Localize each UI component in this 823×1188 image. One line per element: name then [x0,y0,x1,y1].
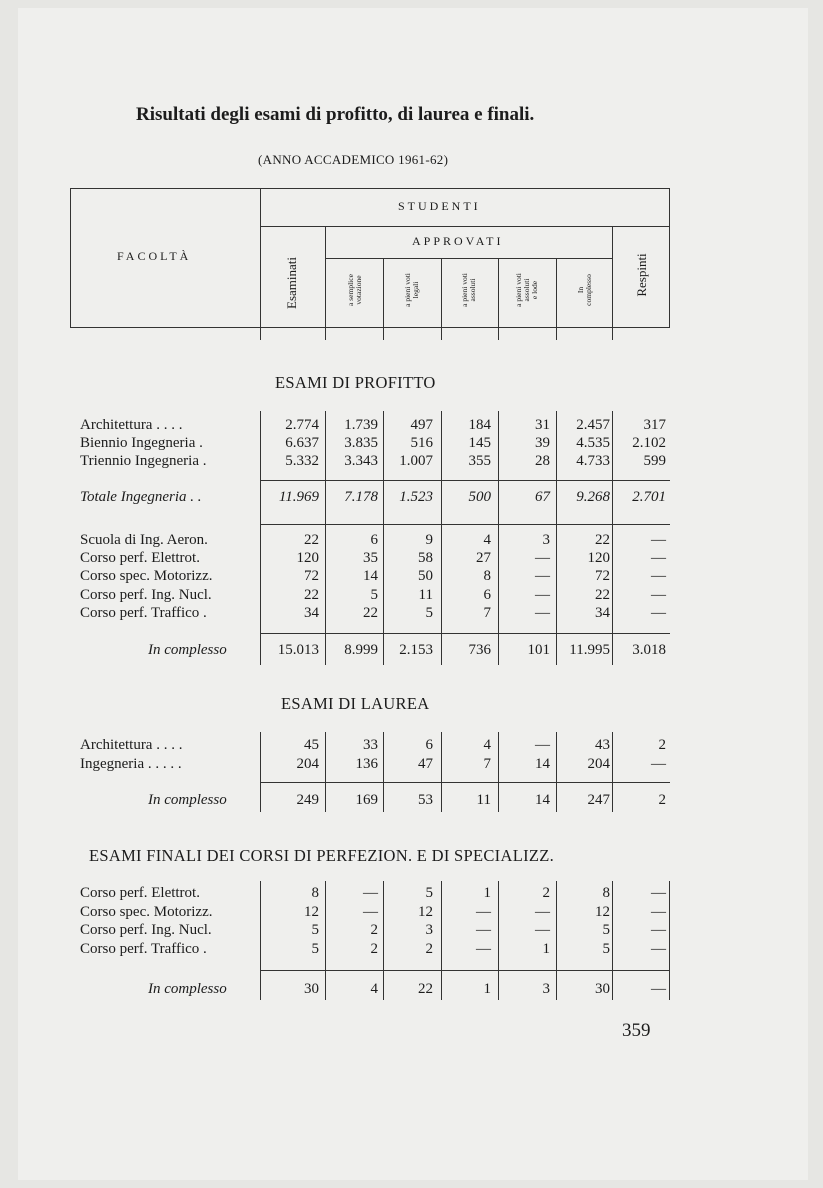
row-label: Corso perf. Traffico . [80,604,207,621]
subtotal-rule [260,524,670,525]
respinti-header: Respinti [634,253,649,297]
table-cell: 3 [542,981,550,997]
row-label: Totale Ingegneria . . [80,489,202,505]
table-cell: 7 [483,604,491,621]
column-rule [441,732,442,812]
table-cell: 11 [476,792,491,808]
header-text-line: a pieni voti [460,273,469,307]
column-rule [383,411,384,665]
table-cell: 1 [483,885,491,901]
table-cell: 14 [535,756,550,772]
table-cell: 169 [355,792,378,808]
table-cell: 35 [363,550,378,567]
table-cell: 5 [311,922,319,938]
column-rule [325,411,326,665]
table-cell: 6.637 [285,435,319,451]
table-cell: 33 [363,737,378,753]
esaminati-header: Esaminati [284,257,299,309]
table-cell: 4.535 [576,435,610,451]
subtotal-rule [260,782,670,783]
table-cell: 736 [468,642,491,658]
header-tick [260,328,261,340]
table-cell: 7 [483,756,491,772]
table-cell: 8 [311,885,319,901]
table-cell: — [476,903,491,920]
table-cell: 12 [595,903,610,920]
table-cell: 50 [418,568,433,585]
table-cell: — [651,940,666,957]
table-cell: 317 [643,417,666,433]
table-cell: 247 [587,792,610,808]
row-label: Architettura . . . . [80,737,183,753]
table-cell: 12 [304,903,319,920]
table-cell: 3.018 [632,642,666,658]
table-cell: — [535,737,550,753]
row-label: Biennio Ingegneria . [80,435,203,451]
table-cell: — [535,604,550,621]
table-cell: 47 [418,756,433,772]
table-cell: 5 [370,586,378,603]
table-cell: 6 [425,737,433,753]
page-title: Risultati degli esami di profitto, di laurea e finali. [136,104,535,125]
column-rule [498,732,499,812]
table-cell: 58 [418,550,433,567]
table-cell: 3 [542,532,550,548]
table-cell: 22 [363,604,378,621]
table-cell: — [535,550,550,567]
column-rule [498,881,499,1000]
table-cell: 72 [304,568,319,585]
header-top-rule [70,188,670,189]
table-cell: 8 [602,885,610,901]
table-cell: 2.774 [285,417,319,433]
approvati-rule [325,258,613,259]
table-cell: 28 [535,453,550,469]
table-cell: 500 [468,489,491,505]
table-cell: 5 [425,885,433,901]
table-cell: — [651,586,666,603]
table-cell: 145 [468,435,491,451]
table-cell: 2 [370,940,378,957]
table-cell: 4 [483,737,491,753]
subtotal-rule [260,633,670,634]
table-cell: 72 [595,568,610,585]
table-cell: — [535,922,550,938]
table-cell: 1.523 [399,489,433,505]
header-text-line: e lode [530,280,539,300]
section-title: ESAMI FINALI DEI CORSI DI PERFEZION. E DI SPECIALIZZ. [89,846,555,865]
row-label: Corso spec. Motorizz. [80,903,213,920]
column-rule [260,411,261,665]
table-cell: 599 [643,453,666,469]
column-rule [612,881,613,1000]
col-complesso-header [577,274,593,306]
table-cell: 34 [595,604,610,621]
table-cell: 204 [296,756,319,772]
table-cell: — [651,568,666,585]
header-col-divider [325,226,326,340]
total-label: In complesso [148,981,227,997]
header-tick [383,328,384,340]
table-cell: 4 [483,532,491,548]
header-text-line: a semplice [346,274,355,306]
table-cell: 5 [425,604,433,621]
header-text-line: votazione [354,275,363,305]
col-lode-header [515,273,539,307]
table-cell: 12 [418,903,433,920]
table-cell: 4 [370,981,378,997]
row-label: Ingegneria . . . . . [80,756,182,772]
table-cell: 3.835 [344,435,378,451]
page-subtitle: (ANNO ACCADEMICO 1961-62) [258,152,449,167]
table-cell: 67 [535,489,550,505]
row-label: Corso spec. Motorizz. [80,568,213,585]
page-number: 359 [622,1020,651,1041]
header-bottom-rule [70,327,670,328]
table-cell: 2 [542,885,550,901]
table-cell: 1 [542,940,550,957]
row-label: Triennio Ingegneria . [80,453,207,469]
table-cell: 22 [595,586,610,603]
table-cell: 2 [658,737,666,753]
table-cell: 53 [418,792,433,808]
table-right-border [669,188,670,328]
section-title: ESAMI DI LAUREA [281,694,430,713]
table-cell: — [535,586,550,603]
table-right-border [669,881,670,1000]
subtotal-rule [260,480,670,481]
table-cell: 1.007 [399,453,433,469]
table-cell: — [651,885,666,901]
table-cell: — [651,903,666,920]
table-cell: — [363,885,378,901]
column-rule [612,732,613,812]
table-cell: 2.102 [632,435,666,451]
table-cell: — [535,568,550,585]
column-rule [612,411,613,665]
table-cell: 22 [595,532,610,548]
table-cell: 249 [296,792,319,808]
row-label: Corso perf. Ing. Nucl. [80,586,212,603]
row-label: Corso perf. Elettrot. [80,885,200,901]
table-cell: 8 [483,568,491,585]
table-cell: 9 [425,532,433,548]
table-cell: 27 [476,550,491,567]
header-tick [498,328,499,340]
facolta-header: FACOLTÀ [117,249,192,263]
table-cell: 497 [410,417,433,433]
table-cell: 355 [468,453,491,469]
header-tick [612,328,613,340]
column-rule [441,881,442,1000]
table-cell: 22 [304,532,319,548]
table-cell: — [651,922,666,938]
table-cell: — [651,604,666,621]
table-cell: 1.739 [344,417,378,433]
table-cell: 14 [363,568,378,585]
table-cell: 2 [658,792,666,808]
table-cell: 45 [304,737,319,753]
table-cell: — [476,922,491,938]
row-label: Corso perf. Traffico . [80,940,207,957]
table-cell: 2 [370,922,378,938]
column-rule [260,732,261,812]
table-cell: 184 [468,417,491,433]
col-semplice-header [347,274,363,306]
table-cell: 136 [355,756,378,772]
table-cell: 120 [296,550,319,567]
column-rule [441,411,442,665]
table-cell: — [651,756,666,772]
table-cell: 3 [425,922,433,938]
table-cell: — [535,903,550,920]
header-text-line: In [576,286,585,294]
header-col-divider [612,226,613,340]
col-legali-header [404,273,420,307]
table-cell: 516 [410,435,433,451]
total-label: In complesso [148,642,227,658]
table-cell: 11.995 [569,642,610,658]
table-cell: 6 [483,586,491,603]
column-rule [556,732,557,812]
table-cell: 22 [304,586,319,603]
section-title: ESAMI DI PROFITTO [275,373,436,392]
column-rule [556,881,557,1000]
col-assoluti-header [461,273,477,307]
table-cell: 39 [535,435,550,451]
table-cell: 5 [602,940,610,957]
studenti-header: STUDENTI [398,199,481,213]
header-col-divider [260,188,261,340]
table-cell: 5.332 [285,453,319,469]
total-label: In complesso [148,792,227,808]
table-cell: 8.999 [344,642,378,658]
row-label: Corso perf. Ing. Nucl. [80,922,212,938]
row-label: Architettura . . . . [80,417,183,433]
table-cell: 14 [535,792,550,808]
column-rule [498,411,499,665]
table-cell: 120 [587,550,610,567]
table-cell: 22 [418,981,433,997]
table-cell: 34 [304,604,319,621]
column-rule [325,732,326,812]
table-cell: 3.343 [344,453,378,469]
table-cell: 5 [311,940,319,957]
table-cell: 101 [527,642,550,658]
header-text-line: assoluti [468,278,477,302]
header-text-line: assoluti [522,278,531,302]
header-tick [325,328,326,340]
table-cell: — [476,940,491,957]
column-rule [383,732,384,812]
table-cell: 2.457 [576,417,610,433]
table-cell: 204 [587,756,610,772]
table-cell: 15.013 [277,642,319,658]
row-label: Corso perf. Elettrot. [80,550,200,567]
table-cell: 1 [483,981,491,997]
table-cell: 30 [304,981,319,997]
studenti-rule [260,226,670,227]
table-cell: 6 [370,532,378,548]
header-text-line: complesso [584,274,593,306]
table-cell: 2.701 [632,489,666,505]
header-tick [441,328,442,340]
table-cell: 4.733 [576,453,610,469]
table-cell: 31 [535,417,550,433]
column-rule [556,411,557,665]
table-cell: — [651,981,666,997]
header-text-line: a pieni voti [403,273,412,307]
table-cell: — [651,550,666,567]
table-cell: 11 [418,586,433,603]
header-text-line: a pieni voti [514,273,523,307]
table-cell: 11.969 [278,489,319,505]
approvati-header: APPROVATI [412,234,504,248]
table-cell: 5 [602,922,610,938]
header-text-line: legali [411,281,420,299]
table-cell: 43 [595,737,610,753]
table-cell: 30 [595,981,610,997]
table-left-border [70,188,71,328]
table-cell: — [651,532,666,548]
table-cell: — [363,903,378,920]
column-rule [260,881,261,1000]
column-rule [383,881,384,1000]
table-cell: 2.153 [399,642,433,658]
table-cell: 2 [425,940,433,957]
subtotal-rule [260,970,670,971]
row-label: Scuola di Ing. Aeron. [80,532,208,548]
column-rule [325,881,326,1000]
table-cell: 7.178 [344,489,378,505]
header-tick [556,328,557,340]
table-cell: 9.268 [576,489,610,505]
